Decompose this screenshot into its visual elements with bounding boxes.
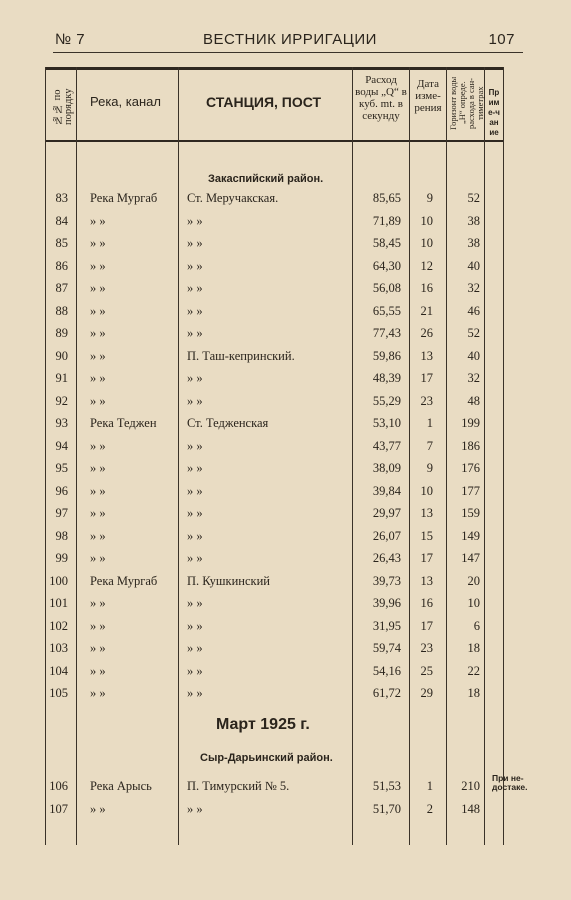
row-number: 87: [55, 281, 68, 295]
header-divider: [45, 140, 503, 142]
date-cell: 17: [420, 551, 433, 565]
river-cell: » »: [90, 326, 106, 340]
station-cell: » »: [187, 326, 203, 340]
row-number: 85: [55, 236, 68, 250]
table-row: [45, 683, 503, 705]
river-cell: » »: [90, 258, 106, 273]
discharge-cell: 61,72: [372, 686, 401, 700]
river-cell: » »: [90, 506, 106, 520]
river-cell: » »: [90, 236, 106, 250]
discharge-cell: 43,77: [372, 438, 401, 453]
date-cell: 17: [420, 618, 433, 633]
river-cell: » »: [90, 393, 106, 408]
station-cell: » »: [187, 393, 203, 408]
table-row: [45, 593, 503, 615]
river-cell: » »: [90, 528, 106, 543]
river-cell: » »: [90, 483, 106, 498]
table-row: [45, 368, 503, 390]
date-cell: 15: [420, 528, 433, 543]
header-date: Дата изме-рения: [414, 78, 442, 114]
row-number: 102: [49, 618, 68, 633]
header-number: №№ по порядку: [52, 88, 74, 126]
level-cell: 46: [467, 303, 480, 318]
row-number: 97: [55, 506, 68, 520]
station-cell: » »: [187, 618, 203, 633]
river-cell: » »: [90, 371, 106, 385]
station-cell: » »: [187, 686, 203, 700]
station-cell: » »: [187, 801, 203, 816]
discharge-cell: 59,74: [372, 641, 401, 655]
date-cell: 7: [426, 438, 433, 453]
discharge-cell: 85,65: [372, 191, 401, 205]
journal-title: ВЕСТНИК ИРРИГАЦИИ: [203, 31, 377, 48]
discharge-cell: 26,43: [372, 551, 401, 565]
table-row: [45, 481, 503, 503]
date-cell: 10: [420, 483, 433, 498]
header-river: Река, канал: [90, 94, 161, 109]
station-cell: » »: [187, 213, 203, 228]
level-cell: 48: [467, 393, 480, 408]
river-cell: » »: [90, 551, 106, 565]
col-line: [503, 67, 504, 845]
level-cell: 186: [461, 438, 480, 453]
table-row: [45, 346, 503, 368]
date-cell: 23: [420, 641, 433, 655]
river-cell: Река Мургаб: [90, 191, 158, 205]
level-cell: 10: [467, 596, 480, 610]
station-cell: » »: [187, 528, 203, 543]
header-notes: Приме-чание: [488, 88, 500, 137]
discharge-cell: 59,86: [372, 348, 401, 363]
discharge-cell: 53,10: [372, 416, 401, 430]
date-cell: 9: [426, 461, 433, 475]
discharge-cell: 58,45: [372, 236, 401, 250]
note-cell: При не-достаке.: [492, 773, 528, 792]
discharge-cell: 56,08: [372, 281, 401, 295]
row-number: 93: [55, 416, 68, 430]
discharge-cell: 65,55: [372, 303, 401, 318]
station-cell: » »: [187, 461, 203, 475]
discharge-cell: 64,30: [372, 258, 401, 273]
date-cell: 16: [420, 596, 433, 610]
level-cell: 177: [461, 483, 480, 498]
date-cell: 16: [420, 281, 433, 295]
row-number: 96: [55, 483, 68, 498]
table-row: [45, 503, 503, 525]
river-cell: » »: [90, 348, 106, 363]
river-cell: » »: [90, 686, 106, 700]
page-number: 107: [488, 31, 515, 48]
date-cell: 1: [426, 416, 433, 430]
river-cell: » »: [90, 438, 106, 453]
station-cell: » »: [187, 258, 203, 273]
date-cell: 26: [420, 326, 433, 340]
station-cell: » »: [187, 236, 203, 250]
level-cell: 148: [461, 801, 480, 816]
page-header: [55, 31, 515, 51]
row-number: 88: [55, 303, 68, 318]
row-number: 103: [49, 641, 68, 655]
station-cell: » »: [187, 641, 203, 655]
level-cell: 18: [467, 686, 480, 700]
row-number: 84: [55, 213, 68, 228]
date-cell: 9: [426, 191, 433, 205]
level-cell: 38: [467, 236, 480, 250]
row-number: 100: [49, 573, 68, 588]
discharge-cell: 26,07: [372, 528, 401, 543]
date-cell: 29: [420, 686, 433, 700]
table-row: [45, 301, 503, 323]
date-cell: 17: [420, 371, 433, 385]
discharge-cell: 51,70: [372, 801, 401, 816]
level-cell: 32: [467, 371, 480, 385]
section-title: Сыр-Дарьинский район.: [200, 752, 333, 764]
level-cell: 40: [467, 348, 480, 363]
discharge-cell: 54,16: [372, 663, 401, 678]
table-row: [45, 638, 503, 660]
river-cell: » »: [90, 663, 106, 678]
level-cell: 40: [467, 258, 480, 273]
table-row: [45, 526, 503, 548]
table-row: [45, 436, 503, 458]
discharge-cell: 77,43: [372, 326, 401, 340]
level-cell: 32: [467, 281, 480, 295]
station-cell: » »: [187, 303, 203, 318]
river-cell: » »: [90, 461, 106, 475]
row-number: 94: [55, 438, 68, 453]
table-row: [45, 661, 503, 683]
river-cell: » »: [90, 641, 106, 655]
table-row: [45, 458, 503, 480]
river-cell: » »: [90, 213, 106, 228]
header-rate: Расход воды „Q“ в куб. mt. в секунду: [355, 74, 407, 122]
level-cell: 176: [461, 461, 480, 475]
station-cell: » »: [187, 551, 203, 565]
discharge-cell: 38,09: [372, 461, 401, 475]
row-number: 107: [49, 801, 68, 816]
table-row: [45, 773, 528, 798]
station-cell: П. Тимурский № 5.: [187, 779, 290, 793]
row-number: 101: [49, 596, 68, 610]
header-rule: [53, 52, 523, 53]
discharge-cell: 51,53: [372, 779, 401, 793]
table-row: [45, 323, 503, 345]
row-number: 95: [55, 461, 68, 475]
station-cell: » »: [187, 281, 203, 295]
river-cell: Река Арысь: [90, 779, 152, 793]
station-cell: » »: [187, 371, 203, 385]
table-row: [45, 391, 503, 413]
section-title: Закаспийский район.: [208, 173, 324, 185]
row-number: 105: [49, 686, 68, 700]
date-cell: 23: [420, 393, 433, 408]
level-cell: 210: [461, 779, 480, 793]
table-row: [45, 233, 503, 255]
row-number: 89: [55, 326, 68, 340]
river-cell: Река Теджен: [90, 416, 157, 430]
row-number: 90: [55, 348, 68, 363]
month-heading: Март 1925 г.: [216, 716, 310, 733]
table-row: [45, 211, 503, 233]
date-cell: 2: [426, 801, 433, 816]
table-row: [45, 413, 503, 435]
date-cell: 25: [420, 663, 433, 678]
row-number: 92: [55, 393, 68, 408]
discharge-cell: 31,95: [372, 618, 401, 633]
river-cell: Река Мургаб: [90, 573, 158, 588]
discharge-cell: 39,73: [372, 573, 401, 588]
station-cell: » »: [187, 506, 203, 520]
level-cell: 159: [461, 506, 480, 520]
discharge-cell: 39,84: [372, 483, 401, 498]
discharge-cell: 48,39: [372, 371, 401, 385]
table-row: [45, 616, 503, 638]
station-cell: Ст. Тедженская: [187, 416, 269, 430]
table-row: [45, 799, 503, 821]
header-station: СТАНЦИЯ, ПОСТ: [206, 94, 322, 110]
station-cell: » »: [187, 663, 203, 678]
date-cell: 10: [420, 236, 433, 250]
row-number: 99: [55, 551, 68, 565]
row-number: 83: [55, 191, 68, 205]
date-cell: 1: [426, 779, 433, 793]
level-cell: 149: [461, 528, 480, 543]
river-cell: » »: [90, 801, 106, 816]
station-cell: » »: [187, 483, 203, 498]
issue-number: № 7: [55, 31, 86, 48]
level-cell: 52: [467, 326, 480, 340]
header-level: Горизонт воды „H“ опреде. расхода в сан-тиметрах: [448, 76, 485, 130]
station-cell: » »: [187, 438, 203, 453]
station-cell: П. Таш-кепринский.: [187, 348, 295, 363]
table-row: [45, 571, 503, 593]
river-cell: » »: [90, 618, 106, 633]
level-cell: 38: [467, 213, 480, 228]
date-cell: 13: [420, 573, 433, 588]
date-cell: 21: [420, 303, 433, 318]
station-cell: П. Кушкинский: [187, 573, 271, 588]
date-cell: 13: [420, 506, 433, 520]
level-cell: 199: [461, 416, 480, 430]
level-cell: 22: [467, 663, 480, 678]
table-row: [45, 278, 503, 300]
river-cell: » »: [90, 596, 106, 610]
level-cell: 52: [467, 191, 480, 205]
row-number: 106: [49, 779, 68, 793]
discharge-cell: 71,89: [372, 213, 401, 228]
level-cell: 18: [467, 641, 480, 655]
discharge-cell: 39,96: [372, 596, 401, 610]
table-row: [45, 548, 503, 570]
discharge-cell: 55,29: [372, 393, 401, 408]
level-cell: 147: [461, 551, 480, 565]
date-cell: 10: [420, 213, 433, 228]
river-cell: » »: [90, 303, 106, 318]
row-number: 91: [55, 371, 68, 385]
station-cell: Ст. Меручакская.: [187, 191, 279, 205]
discharge-cell: 29,97: [372, 506, 401, 520]
river-cell: » »: [90, 281, 106, 295]
date-cell: 12: [420, 258, 433, 273]
date-cell: 13: [420, 348, 433, 363]
row-number: 86: [55, 258, 68, 273]
table-row: [45, 256, 503, 278]
table-row: [45, 188, 503, 210]
level-cell: 6: [473, 618, 480, 633]
station-cell: » »: [187, 596, 203, 610]
row-number: 98: [55, 528, 68, 543]
row-number: 104: [49, 663, 68, 678]
level-cell: 20: [467, 573, 480, 588]
